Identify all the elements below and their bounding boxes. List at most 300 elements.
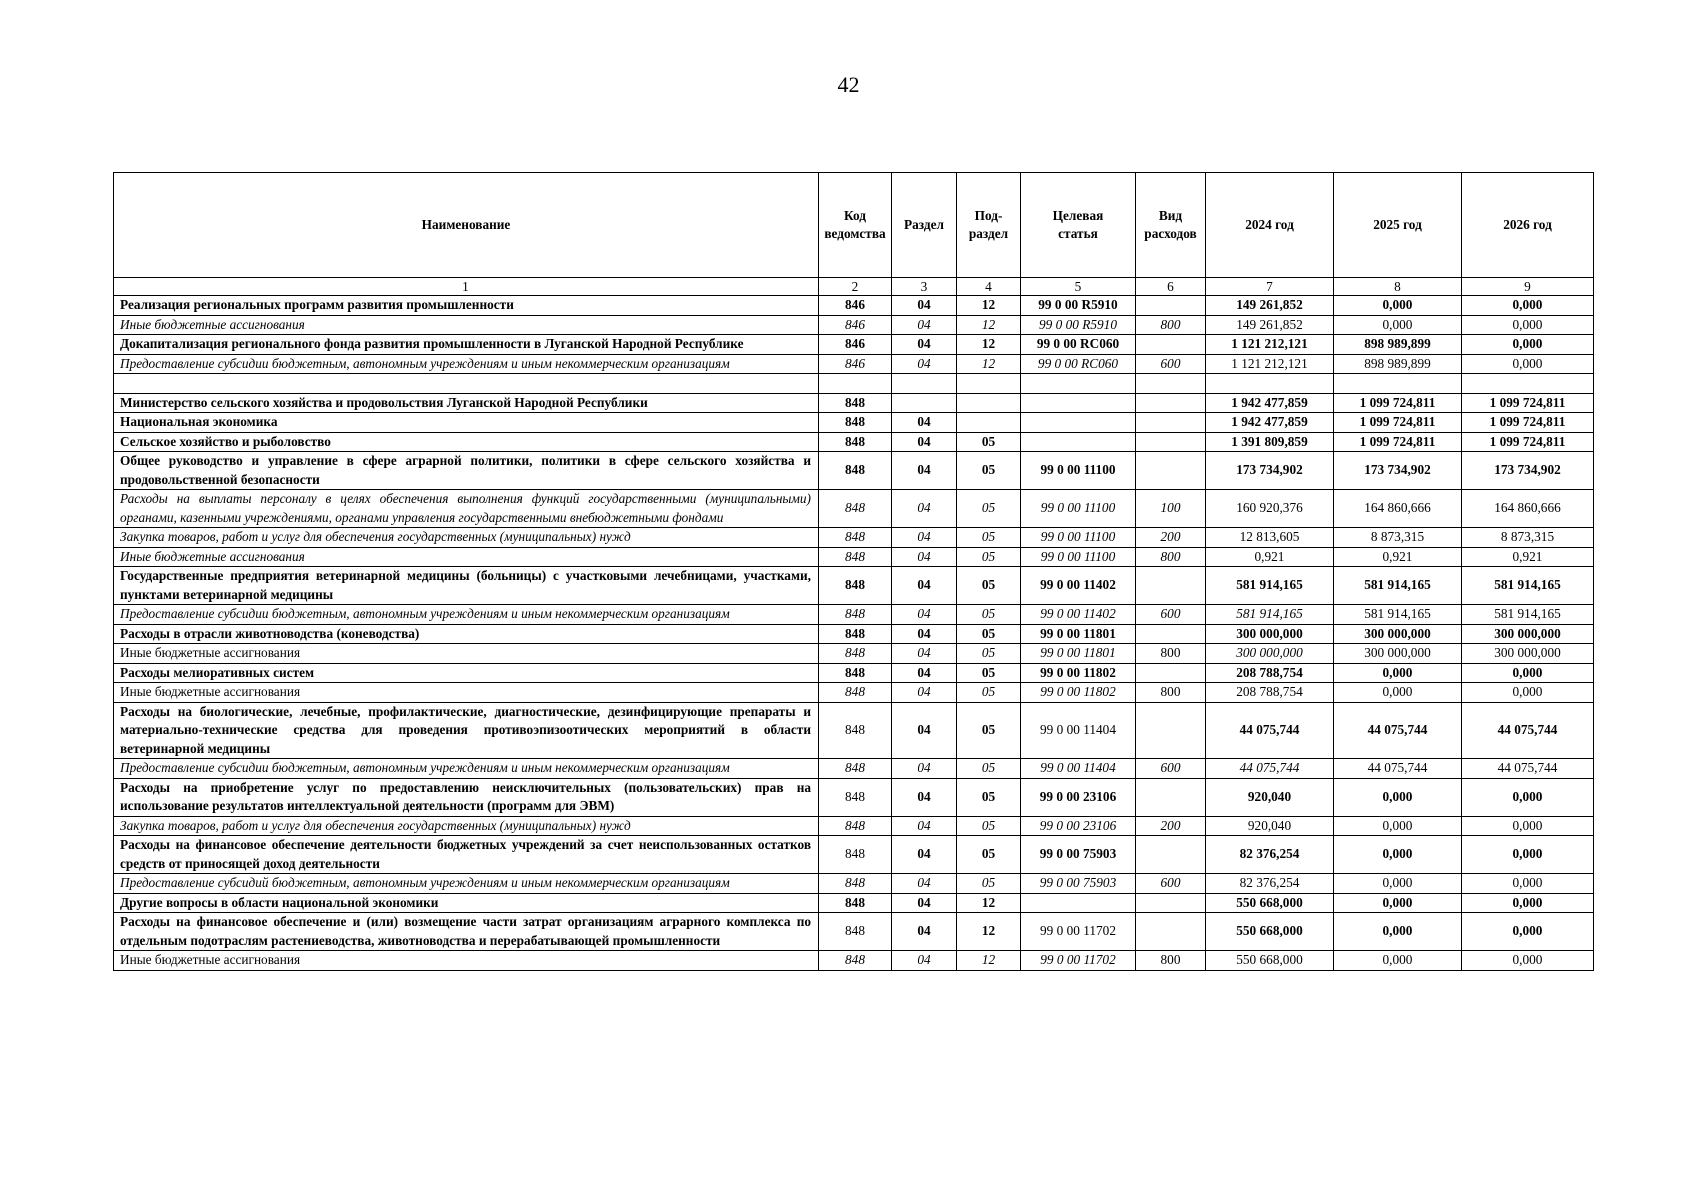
- cell-subsection: 12: [957, 296, 1021, 316]
- cell-year-2026: 0,000: [1462, 816, 1594, 836]
- cell-name: Предоставление субсидии бюджетным, автономным учреждениям и иным некоммерческим организациям: [114, 354, 819, 374]
- cell-agency-code: 848: [819, 702, 892, 759]
- cell-year-2024: 550 668,000: [1206, 893, 1334, 913]
- cell-expense-type: 800: [1136, 951, 1206, 971]
- cell-year-2024: 12 813,605: [1206, 528, 1334, 548]
- column-numbers-row: [114, 278, 1594, 296]
- cell-year-2025: [1334, 374, 1462, 394]
- cell-subsection: 05: [957, 778, 1021, 816]
- cell-agency-code: 846: [819, 296, 892, 316]
- table-row: [114, 893, 1594, 913]
- cell-subsection: 12: [957, 913, 1021, 951]
- header-section-text: Раздел: [904, 216, 944, 232]
- cell-target-article: [1021, 893, 1136, 913]
- table-row: [114, 874, 1594, 894]
- cell-year-2025: 898 989,899: [1334, 354, 1462, 374]
- cell-name: Иные бюджетные ассигнования: [114, 547, 819, 567]
- cell-agency-code: 848: [819, 893, 892, 913]
- cell-year-2026: 44 075,744: [1462, 702, 1594, 759]
- cell-year-2024: 1 391 809,859: [1206, 432, 1334, 452]
- cell-name: Докапитализация регионального фонда развития промышленности в Луганской Народной Республике: [114, 335, 819, 355]
- header-subsection-text: раздел: [968, 226, 1009, 241]
- cell-year-2026: 0,000: [1462, 893, 1594, 913]
- cell-section: 04: [892, 874, 957, 894]
- cell-name: Иные бюджетные ассигнования: [114, 951, 819, 971]
- cell-name: Государственные предприятия ветеринарной медицины (больницы) с участковыми лечебницами, участками, пунктами ветеринарной медицины: [114, 567, 819, 605]
- cell-agency-code: 848: [819, 951, 892, 971]
- cell-year-2026: 164 860,666: [1462, 490, 1594, 528]
- cell-name: Расходы на биологические, лечебные, профилактические, диагностические, дезинфицирующие препараты и материально-технические средства для проведения противоэпизоотических мероприятий в области ветеринарной медицины: [114, 702, 819, 759]
- cell-name: Расходы на финансовое обеспечение деятельности бюджетных учреждений за счет неиспользованных остатков средств от приносящей доход деятельности: [114, 836, 819, 874]
- cell-agency-code: 848: [819, 778, 892, 816]
- cell-target-article: 99 0 00 R5910: [1021, 296, 1136, 316]
- table-row: [114, 836, 1594, 874]
- cell-agency-code: [819, 374, 892, 394]
- cell-name: Министерство сельского хозяйства и продовольствия Луганской Народной Республики: [114, 393, 819, 413]
- cell-year-2026: 581 914,165: [1462, 605, 1594, 625]
- cell-year-2025: 0,000: [1334, 683, 1462, 703]
- cell-year-2024: 1 121 212,121: [1206, 354, 1334, 374]
- cell-section: 04: [892, 567, 957, 605]
- cell-section: 04: [892, 893, 957, 913]
- cell-target-article: 99 0 00 11100: [1021, 547, 1136, 567]
- cell-year-2025: 1 099 724,811: [1334, 413, 1462, 433]
- cell-year-2024: 208 788,754: [1206, 663, 1334, 683]
- cell-subsection: 12: [957, 315, 1021, 335]
- cell-year-2024: 44 075,744: [1206, 759, 1334, 779]
- cell-agency-code: 846: [819, 354, 892, 374]
- budget-table-container: [113, 172, 1593, 971]
- cell-target-article: 99 0 00 11404: [1021, 759, 1136, 779]
- cell-year-2026: 0,000: [1462, 683, 1594, 703]
- cell-target-article: 99 0 00 11402: [1021, 605, 1136, 625]
- cell-year-2024: 300 000,000: [1206, 644, 1334, 664]
- cell-year-2026: 0,921: [1462, 547, 1594, 567]
- budget-table: [113, 172, 1594, 971]
- cell-name: Другие вопросы в области национальной экономики: [114, 893, 819, 913]
- cell-year-2025: 581 914,165: [1334, 567, 1462, 605]
- cell-year-2026: 0,000: [1462, 296, 1594, 316]
- column-number-year-2024: 7: [1206, 278, 1334, 296]
- cell-year-2024: 550 668,000: [1206, 951, 1334, 971]
- cell-target-article: 99 0 00 23106: [1021, 778, 1136, 816]
- cell-subsection: 05: [957, 836, 1021, 874]
- cell-target-article: 99 0 00 11100: [1021, 490, 1136, 528]
- header-year-2024: [1206, 173, 1334, 278]
- cell-section: 04: [892, 452, 957, 490]
- cell-year-2025: 1 099 724,811: [1334, 432, 1462, 452]
- cell-section: 04: [892, 663, 957, 683]
- cell-year-2024: 44 075,744: [1206, 702, 1334, 759]
- cell-expense-type: 600: [1136, 874, 1206, 894]
- cell-year-2026: 0,000: [1462, 663, 1594, 683]
- table-row: [114, 778, 1594, 816]
- cell-target-article: 99 0 00 RC060: [1021, 335, 1136, 355]
- cell-target-article: 99 0 00 11802: [1021, 663, 1136, 683]
- cell-year-2026: 1 099 724,811: [1462, 393, 1594, 413]
- cell-name: Иные бюджетные ассигнования: [114, 644, 819, 664]
- cell-year-2024: [1206, 374, 1334, 394]
- column-number-name: 1: [114, 278, 819, 296]
- cell-expense-type: [1136, 893, 1206, 913]
- cell-section: 04: [892, 335, 957, 355]
- cell-target-article: 99 0 00 75903: [1021, 874, 1136, 894]
- cell-name: Предоставление субсидии бюджетным, автономным учреждениям и иным некоммерческим организациям: [114, 759, 819, 779]
- cell-target-article: [1021, 432, 1136, 452]
- header-name-text: Наименование: [421, 216, 511, 232]
- cell-name: Закупка товаров, работ и услуг для обеспечения государственных (муниципальных) нужд: [114, 528, 819, 548]
- table-row: [114, 528, 1594, 548]
- cell-year-2025: 173 734,902: [1334, 452, 1462, 490]
- cell-agency-code: 848: [819, 683, 892, 703]
- cell-target-article: 99 0 00 75903: [1021, 836, 1136, 874]
- cell-year-2026: 44 075,744: [1462, 759, 1594, 779]
- cell-year-2026: 300 000,000: [1462, 624, 1594, 644]
- table-row: [114, 816, 1594, 836]
- cell-subsection: 05: [957, 432, 1021, 452]
- header-target-article: [1021, 173, 1136, 278]
- cell-agency-code: 848: [819, 490, 892, 528]
- cell-year-2025: 581 914,165: [1334, 605, 1462, 625]
- cell-subsection: 05: [957, 874, 1021, 894]
- column-number-target-article: 5: [1021, 278, 1136, 296]
- cell-subsection: [957, 393, 1021, 413]
- cell-year-2024: 160 920,376: [1206, 490, 1334, 528]
- cell-agency-code: 848: [819, 413, 892, 433]
- cell-agency-code: 848: [819, 874, 892, 894]
- header-subsection: [957, 173, 1021, 278]
- cell-subsection: [957, 413, 1021, 433]
- cell-year-2026: 1 099 724,811: [1462, 413, 1594, 433]
- column-number-expense-type: 6: [1136, 278, 1206, 296]
- cell-section: 04: [892, 683, 957, 703]
- column-number-subsection: 4: [957, 278, 1021, 296]
- cell-year-2025: 1 099 724,811: [1334, 393, 1462, 413]
- cell-subsection: 12: [957, 354, 1021, 374]
- cell-agency-code: 848: [819, 759, 892, 779]
- table-row: [114, 490, 1594, 528]
- cell-year-2024: 581 914,165: [1206, 567, 1334, 605]
- cell-expense-type: 100: [1136, 490, 1206, 528]
- header-target-article-text: статья: [1058, 226, 1098, 241]
- cell-expense-type: [1136, 663, 1206, 683]
- cell-year-2024: 208 788,754: [1206, 683, 1334, 703]
- cell-subsection: 05: [957, 759, 1021, 779]
- cell-year-2024: 550 668,000: [1206, 913, 1334, 951]
- table-row: [114, 374, 1594, 394]
- cell-section: 04: [892, 644, 957, 664]
- cell-year-2026: 0,000: [1462, 951, 1594, 971]
- header-year-2025-text: 2025 год: [1373, 216, 1422, 232]
- cell-expense-type: 800: [1136, 315, 1206, 335]
- cell-section: 04: [892, 315, 957, 335]
- cell-subsection: 05: [957, 490, 1021, 528]
- cell-subsection: 05: [957, 644, 1021, 664]
- cell-name: [114, 374, 819, 394]
- cell-agency-code: 848: [819, 816, 892, 836]
- cell-year-2025: 0,000: [1334, 874, 1462, 894]
- cell-subsection: 05: [957, 452, 1021, 490]
- cell-year-2025: 898 989,899: [1334, 335, 1462, 355]
- cell-section: 04: [892, 547, 957, 567]
- cell-section: 04: [892, 836, 957, 874]
- cell-year-2026: [1462, 374, 1594, 394]
- cell-year-2025: 0,000: [1334, 296, 1462, 316]
- cell-year-2025: 0,000: [1334, 663, 1462, 683]
- cell-year-2026: 300 000,000: [1462, 644, 1594, 664]
- cell-target-article: [1021, 374, 1136, 394]
- cell-expense-type: [1136, 624, 1206, 644]
- table-row: [114, 452, 1594, 490]
- cell-name: Общее руководство и управление в сфере аграрной политики, политики в сфере сельского хозяйства и продовольственной безопасности: [114, 452, 819, 490]
- table-row: [114, 663, 1594, 683]
- header-expense-type-text: расходов: [1144, 226, 1197, 241]
- header-expense-type: [1136, 173, 1206, 278]
- cell-expense-type: 200: [1136, 528, 1206, 548]
- cell-section: 04: [892, 951, 957, 971]
- table-row: [114, 393, 1594, 413]
- cell-year-2026: 173 734,902: [1462, 452, 1594, 490]
- cell-year-2026: 0,000: [1462, 315, 1594, 335]
- cell-expense-type: [1136, 296, 1206, 316]
- cell-expense-type: 800: [1136, 547, 1206, 567]
- cell-year-2026: 0,000: [1462, 913, 1594, 951]
- cell-section: 04: [892, 432, 957, 452]
- cell-agency-code: 848: [819, 605, 892, 625]
- cell-section: 04: [892, 605, 957, 625]
- cell-target-article: 99 0 00 11100: [1021, 528, 1136, 548]
- table-row: [114, 335, 1594, 355]
- cell-section: 04: [892, 528, 957, 548]
- cell-name: Расходы на выплаты персоналу в целях обеспечения выполнения функций государственными (муниципальными) органами, казенными учреждениями, органами управления государственными внебюджетными фондами: [114, 490, 819, 528]
- cell-name: Иные бюджетные ассигнования: [114, 315, 819, 335]
- cell-target-article: 99 0 00 R5910: [1021, 315, 1136, 335]
- cell-name: Иные бюджетные ассигнования: [114, 683, 819, 703]
- cell-section: 04: [892, 296, 957, 316]
- cell-subsection: 05: [957, 547, 1021, 567]
- cell-target-article: 99 0 00 RC060: [1021, 354, 1136, 374]
- table-header: [114, 173, 1594, 278]
- cell-subsection: 05: [957, 605, 1021, 625]
- cell-expense-type: [1136, 567, 1206, 605]
- cell-target-article: 99 0 00 11100: [1021, 452, 1136, 490]
- cell-agency-code: 846: [819, 335, 892, 355]
- header-name: [114, 173, 819, 278]
- table-body: [114, 278, 1594, 971]
- cell-agency-code: 848: [819, 644, 892, 664]
- cell-name: Расходы на приобретение услуг по предоставлению неисключительных (пользовательских) прав на использование результатов интеллектуальной деятельности (программ для ЭВМ): [114, 778, 819, 816]
- cell-year-2026: 0,000: [1462, 335, 1594, 355]
- cell-year-2024: 920,040: [1206, 816, 1334, 836]
- cell-year-2025: 44 075,744: [1334, 759, 1462, 779]
- table-row: [114, 624, 1594, 644]
- cell-subsection: [957, 374, 1021, 394]
- cell-name: Национальная экономика: [114, 413, 819, 433]
- header-year-2026-text: 2026 год: [1503, 216, 1552, 232]
- cell-expense-type: [1136, 913, 1206, 951]
- cell-year-2025: 300 000,000: [1334, 624, 1462, 644]
- cell-year-2025: 0,000: [1334, 816, 1462, 836]
- cell-section: 04: [892, 354, 957, 374]
- cell-year-2026: 1 099 724,811: [1462, 432, 1594, 452]
- cell-expense-type: [1136, 374, 1206, 394]
- cell-section: 04: [892, 759, 957, 779]
- cell-agency-code: 848: [819, 393, 892, 413]
- cell-agency-code: 848: [819, 432, 892, 452]
- cell-name: Реализация региональных программ развития промышленности: [114, 296, 819, 316]
- cell-expense-type: [1136, 702, 1206, 759]
- column-number-year-2026: 9: [1462, 278, 1594, 296]
- cell-section: 04: [892, 913, 957, 951]
- cell-section: 04: [892, 778, 957, 816]
- cell-year-2025: 300 000,000: [1334, 644, 1462, 664]
- header-year-2024-text: 2024 год: [1245, 216, 1294, 232]
- cell-subsection: 05: [957, 663, 1021, 683]
- cell-expense-type: [1136, 452, 1206, 490]
- cell-year-2025: 0,000: [1334, 778, 1462, 816]
- cell-subsection: 05: [957, 683, 1021, 703]
- header-expense-type-text: Вид: [1158, 207, 1183, 223]
- cell-year-2026: 0,000: [1462, 836, 1594, 874]
- cell-year-2024: 581 914,165: [1206, 605, 1334, 625]
- header-agency-code: [819, 173, 892, 278]
- cell-expense-type: 800: [1136, 644, 1206, 664]
- cell-expense-type: 800: [1136, 683, 1206, 703]
- cell-section: 04: [892, 490, 957, 528]
- cell-year-2026: 0,000: [1462, 354, 1594, 374]
- header-target-article-text: Целевая: [1052, 207, 1104, 223]
- cell-expense-type: [1136, 335, 1206, 355]
- cell-year-2026: 581 914,165: [1462, 567, 1594, 605]
- cell-name: Расходы в отрасли животноводства (коневодства): [114, 624, 819, 644]
- cell-year-2024: 149 261,852: [1206, 296, 1334, 316]
- table-row: [114, 683, 1594, 703]
- cell-expense-type: 600: [1136, 759, 1206, 779]
- cell-target-article: [1021, 393, 1136, 413]
- cell-year-2024: 82 376,254: [1206, 874, 1334, 894]
- cell-expense-type: [1136, 836, 1206, 874]
- cell-target-article: 99 0 00 11801: [1021, 644, 1136, 664]
- cell-subsection: 05: [957, 567, 1021, 605]
- cell-target-article: 99 0 00 11402: [1021, 567, 1136, 605]
- cell-year-2024: 173 734,902: [1206, 452, 1334, 490]
- cell-agency-code: 848: [819, 624, 892, 644]
- header-year-2026: [1462, 173, 1594, 278]
- cell-year-2025: 0,000: [1334, 315, 1462, 335]
- cell-year-2026: 0,000: [1462, 874, 1594, 894]
- cell-section: 04: [892, 816, 957, 836]
- cell-agency-code: 848: [819, 663, 892, 683]
- cell-expense-type: [1136, 393, 1206, 413]
- table-row: [114, 432, 1594, 452]
- cell-year-2024: 920,040: [1206, 778, 1334, 816]
- cell-year-2025: 164 860,666: [1334, 490, 1462, 528]
- cell-name: Расходы мелиоративных систем: [114, 663, 819, 683]
- cell-name: Предоставление субсидий бюджетным, автономным учреждениям и иным некоммерческим организациям: [114, 874, 819, 894]
- cell-expense-type: 200: [1136, 816, 1206, 836]
- table-row: [114, 413, 1594, 433]
- table-row: [114, 315, 1594, 335]
- cell-year-2024: 0,921: [1206, 547, 1334, 567]
- cell-target-article: 99 0 00 23106: [1021, 816, 1136, 836]
- cell-expense-type: 600: [1136, 605, 1206, 625]
- cell-name: Предоставление субсидии бюджетным, автономным учреждениям и иным некоммерческим организациям: [114, 605, 819, 625]
- cell-name: Закупка товаров, работ и услуг для обеспечения государственных (муниципальных) нужд: [114, 816, 819, 836]
- table-row: [114, 759, 1594, 779]
- cell-year-2025: 44 075,744: [1334, 702, 1462, 759]
- cell-year-2025: 0,921: [1334, 547, 1462, 567]
- header-section: [892, 173, 957, 278]
- cell-year-2024: 1 942 477,859: [1206, 413, 1334, 433]
- cell-section: [892, 393, 957, 413]
- cell-expense-type: [1136, 778, 1206, 816]
- cell-subsection: 05: [957, 816, 1021, 836]
- cell-agency-code: 848: [819, 913, 892, 951]
- cell-year-2024: 1 942 477,859: [1206, 393, 1334, 413]
- cell-agency-code: 848: [819, 528, 892, 548]
- cell-agency-code: 848: [819, 836, 892, 874]
- table-row: [114, 547, 1594, 567]
- cell-subsection: 12: [957, 893, 1021, 913]
- cell-year-2025: 8 873,315: [1334, 528, 1462, 548]
- header-year-2025: [1334, 173, 1462, 278]
- column-number-agency-code: 2: [819, 278, 892, 296]
- cell-expense-type: [1136, 413, 1206, 433]
- cell-agency-code: 846: [819, 315, 892, 335]
- table-row: [114, 605, 1594, 625]
- cell-year-2025: 0,000: [1334, 913, 1462, 951]
- cell-target-article: [1021, 413, 1136, 433]
- cell-year-2026: 8 873,315: [1462, 528, 1594, 548]
- cell-subsection: 12: [957, 951, 1021, 971]
- table-row: [114, 913, 1594, 951]
- cell-agency-code: 848: [819, 567, 892, 605]
- table-row: [114, 567, 1594, 605]
- header-agency-code-text: Код: [844, 207, 866, 223]
- column-number-year-2025: 8: [1334, 278, 1462, 296]
- table-row: [114, 644, 1594, 664]
- cell-subsection: 05: [957, 528, 1021, 548]
- cell-name: Сельское хозяйство и рыболовство: [114, 432, 819, 452]
- cell-year-2025: 0,000: [1334, 893, 1462, 913]
- cell-year-2024: 1 121 212,121: [1206, 335, 1334, 355]
- table-row: [114, 702, 1594, 759]
- header-row: [114, 173, 1594, 278]
- cell-section: 04: [892, 413, 957, 433]
- cell-year-2024: 82 376,254: [1206, 836, 1334, 874]
- cell-target-article: 99 0 00 11702: [1021, 913, 1136, 951]
- cell-name: Расходы на финансовое обеспечение и (или) возмещение части затрат организациям аграрного комплекса по отдельным подотраслям растениеводства, животноводства и перерабатывающей промышленности: [114, 913, 819, 951]
- cell-expense-type: 600: [1136, 354, 1206, 374]
- column-number-section: 3: [892, 278, 957, 296]
- cell-year-2026: 0,000: [1462, 778, 1594, 816]
- cell-section: [892, 374, 957, 394]
- cell-target-article: 99 0 00 11404: [1021, 702, 1136, 759]
- page-number: 42: [837, 72, 860, 97]
- cell-year-2025: 0,000: [1334, 836, 1462, 874]
- table-row: [114, 951, 1594, 971]
- cell-target-article: 99 0 00 11802: [1021, 683, 1136, 703]
- cell-subsection: 12: [957, 335, 1021, 355]
- header-subsection-text: Под-: [974, 207, 1003, 223]
- cell-target-article: 99 0 00 11702: [1021, 951, 1136, 971]
- cell-subsection: 05: [957, 624, 1021, 644]
- cell-section: 04: [892, 624, 957, 644]
- cell-expense-type: [1136, 432, 1206, 452]
- cell-agency-code: 848: [819, 547, 892, 567]
- cell-year-2025: 0,000: [1334, 951, 1462, 971]
- table-row: [114, 296, 1594, 316]
